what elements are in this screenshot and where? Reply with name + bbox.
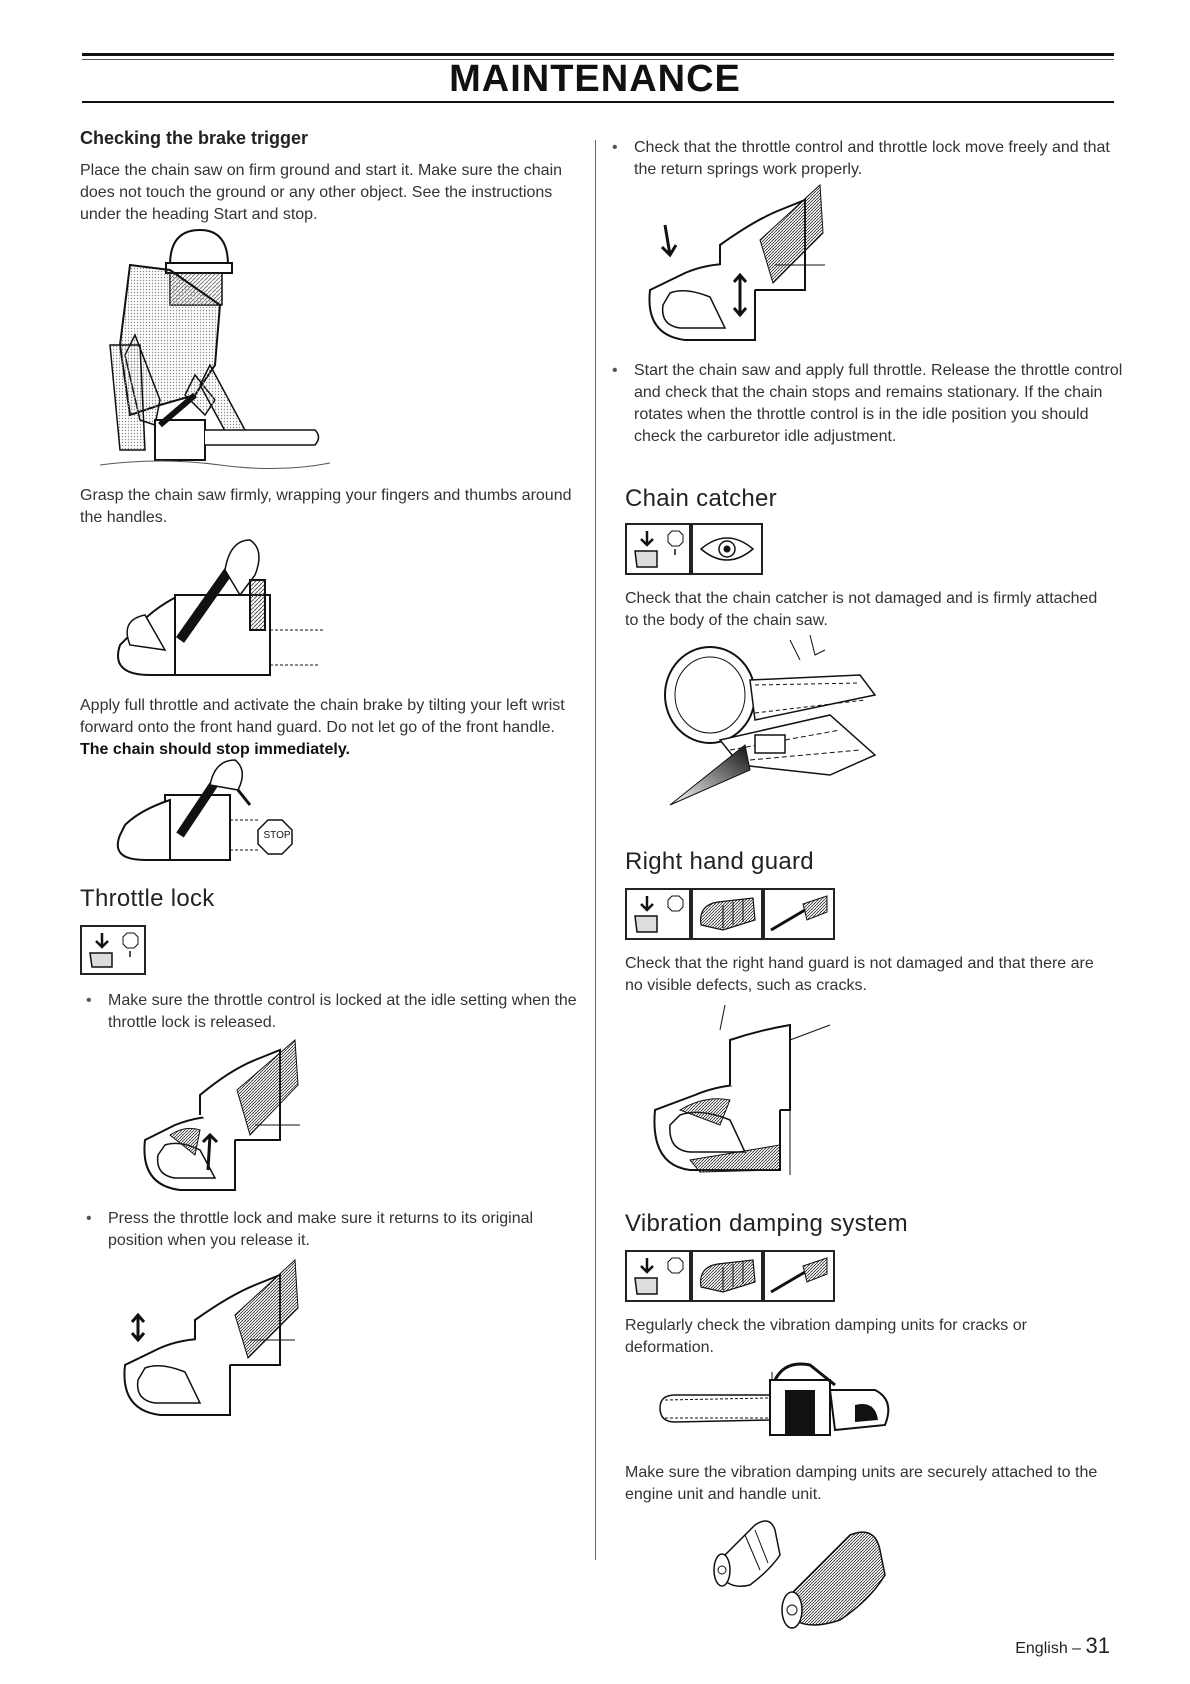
footer-dash: –	[1067, 1640, 1086, 1657]
vibration-paragraph-1: Regularly check the vibration damping units for cracks or deformation.	[625, 1317, 1027, 1356]
chain-catcher-paragraph: Check that the chain catcher is not damaged and is firmly attached to the body of the chain saw.	[625, 590, 1098, 629]
footer-language: English	[1015, 1640, 1068, 1657]
throttle-bullet-2: • Press the throttle lock and make sure it returns to its original position when you release it.	[80, 1208, 583, 1252]
stop-sign-label: STOP	[263, 830, 291, 841]
vibration-glove-icon	[691, 1250, 763, 1302]
glove-hand-icon	[691, 888, 763, 940]
throttle-handle-illustration-3	[645, 185, 845, 350]
brake-paragraph-1: Place the chain saw on firm ground and start it. Make sure the chain does not touch the ground or any other object. See the instructions under the heading Start and stop.	[80, 162, 563, 223]
throttle-lock-warning-icon	[80, 925, 146, 975]
header-rule-bottom	[82, 101, 1114, 103]
vibration-maintenance-warning-icon	[625, 1250, 691, 1302]
brake-paragraph-3-text: Apply full throttle and activate the chain brake by tilting your left wrist forward onto the front hand guard. Do not let go of the front handle.	[80, 697, 565, 736]
brake-paragraph-3	[80, 695, 580, 761]
column-divider	[595, 140, 596, 1560]
chain-catcher-heading: Chain catcher	[625, 485, 777, 512]
guard-maintenance-warning-icon	[625, 888, 691, 940]
right-hand-guard-heading: Right hand guard	[625, 848, 814, 875]
brake-paragraph-3-emphasis: The chain should stop immediately.	[80, 741, 350, 758]
right-hand-guard-illustration	[650, 1000, 850, 1175]
chain-brake-activation-illustration	[110, 755, 340, 865]
throttle-lock-heading: Throttle lock	[80, 885, 215, 912]
header-rule-top	[82, 53, 1114, 56]
vibration-damping-units-illustration	[700, 1515, 890, 1635]
throttle-bullet-3: • Check that the throttle control and throttle lock move freely and that the return springs work properly.	[606, 137, 1134, 181]
throttle-handle-illustration-1	[140, 1040, 310, 1200]
vibration-brush-icon	[763, 1250, 835, 1302]
throttle-bullet-1: • Make sure the throttle control is locked at the idle setting when the throttle lock is released.	[80, 990, 583, 1034]
operator-with-chainsaw-illustration	[100, 225, 330, 475]
right-hand-guard-paragraph: Check that the right hand guard is not damaged and that there are no visible defects, such as cracks.	[625, 955, 1094, 994]
chainsaw-side-view-illustration	[660, 1360, 900, 1445]
maintenance-warning-icon	[625, 523, 691, 575]
page-footer	[1015, 1633, 1110, 1659]
vibration-paragraph-2: Make sure the vibration damping units are securely attached to the engine unit and handle unit.	[625, 1464, 1098, 1503]
brake-trigger-heading: Checking the brake trigger	[80, 128, 309, 148]
throttle-bullet-4: • Start the chain saw and apply full throttle. Release the throttle control and check that the chain stops and remains stationary. If the chain rotates when the throttle control is in the idle position you should check the carburetor idle adjustment.	[606, 360, 1134, 448]
chain-catcher-illustration	[660, 635, 880, 810]
hands-grip-illustration	[110, 535, 340, 680]
throttle-handle-illustration-2	[120, 1260, 310, 1425]
eye-inspect-icon	[691, 523, 763, 575]
brake-paragraph-2: Grasp the chain saw firmly, wrapping your fingers and thumbs around the handles.	[80, 487, 572, 526]
vibration-damping-heading: Vibration damping system	[625, 1210, 908, 1237]
brush-clean-icon	[763, 888, 835, 940]
page-number: 31	[1085, 1633, 1110, 1658]
page-title: MAINTENANCE	[449, 58, 741, 100]
